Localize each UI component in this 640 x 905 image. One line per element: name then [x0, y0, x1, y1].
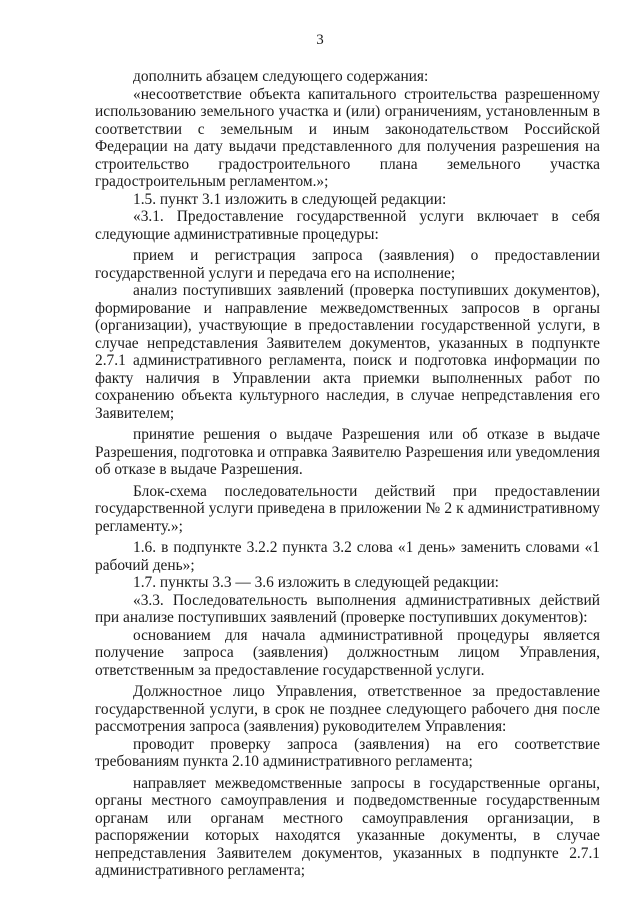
paragraph-1-6: 1.6. в подпункте 3.2.2 пункта 3.2 слова «1 день» заменить словами «1 рабочий день»; [95, 539, 600, 574]
paragraph-intro: дополнить абзацем следующего содержания: [133, 68, 429, 85]
paragraph-requests: направляет межведомственные запросы в государственные органы, органы местного самоуправления и подведомственные государственным органам или органам местного самоуправления организации, в распоряжении которых находятся указанные документы, в случае непредставления Заявителем документов, указанных в подпункте 2.7.1 административного регламента; [95, 774, 600, 879]
page-number: 3 [316, 32, 324, 48]
paragraph-reception: прием и регистрация запроса (заявления) о предоставлении государственной услуги и передача его на исполнение; [95, 247, 600, 282]
paragraph-basis: основанием для начала административной процедуры является получение запроса (заявления) должностным лицом Управления, ответственным за предоставление государственной услуги. [95, 626, 600, 679]
paragraph-3-1: «3.1. Предоставление государственной услуги включает в себя следующие административные процедуры: [95, 208, 600, 243]
paragraph-1-5: 1.5. пункт 3.1 изложить в следующей редакции: [133, 190, 447, 208]
paragraph-1-7: 1.7. пункты 3.3 — 3.6 изложить в следующей редакции: [133, 574, 499, 591]
paragraph-check: проводит проверку запроса (заявления) на его соответствие требованиям пункта 2.10 административного регламента; [95, 735, 600, 770]
paragraph-flowchart: Блок-схема последовательности действий при предоставлении государственной услуги приведена в приложении № 2 к административному регламенту.»; [95, 482, 600, 535]
document-body [95, 68, 600, 880]
paragraph-analysis: анализ поступивших заявлений (проверка поступивших документов), формирование и направление межведомственных запросов в органы (организации), участвующие в предоставлении государственной услуги, в случае непредставления Заявителем документов, указанных в подпункте 2.7.1 административного регламента, поиск и подготовка информации по факту наличия в Управлении акта приемки выполненных работ по сохранению объекта культурного наследия, в случае непредставления его Заявителем; [95, 282, 600, 422]
paragraph-decision: принятие решения о выдаче Разрешения или об отказе в выдаче Разрешения, подготовка и отправка Заявителю Разрешения или уведомления об отказе в выдаче Разрешения. [95, 426, 600, 478]
paragraph-quote-noncompliance: «несоответствие объекта капитального строительства разрешенному использованию земельного участка и (или) ограничениям, установленным в соответствии с земельным и иным законодательством Российской Федерации на дату выдачи представленного для получения разрешения на строительство градостроительного плана земельного участка градостроительным регламентом.»; [95, 85, 600, 190]
paragraph-3-3: «3.3. Последовательность выполнения административных действий при анализе поступивших заявлений (проверке поступивших документов): [95, 591, 600, 626]
paragraph-official: Должностное лицо Управления, ответственное за предоставление государственной услуги, в срок не позднее следующего рабочего дня после рассмотрения запроса (заявления) руководителем Управления: [95, 683, 600, 735]
